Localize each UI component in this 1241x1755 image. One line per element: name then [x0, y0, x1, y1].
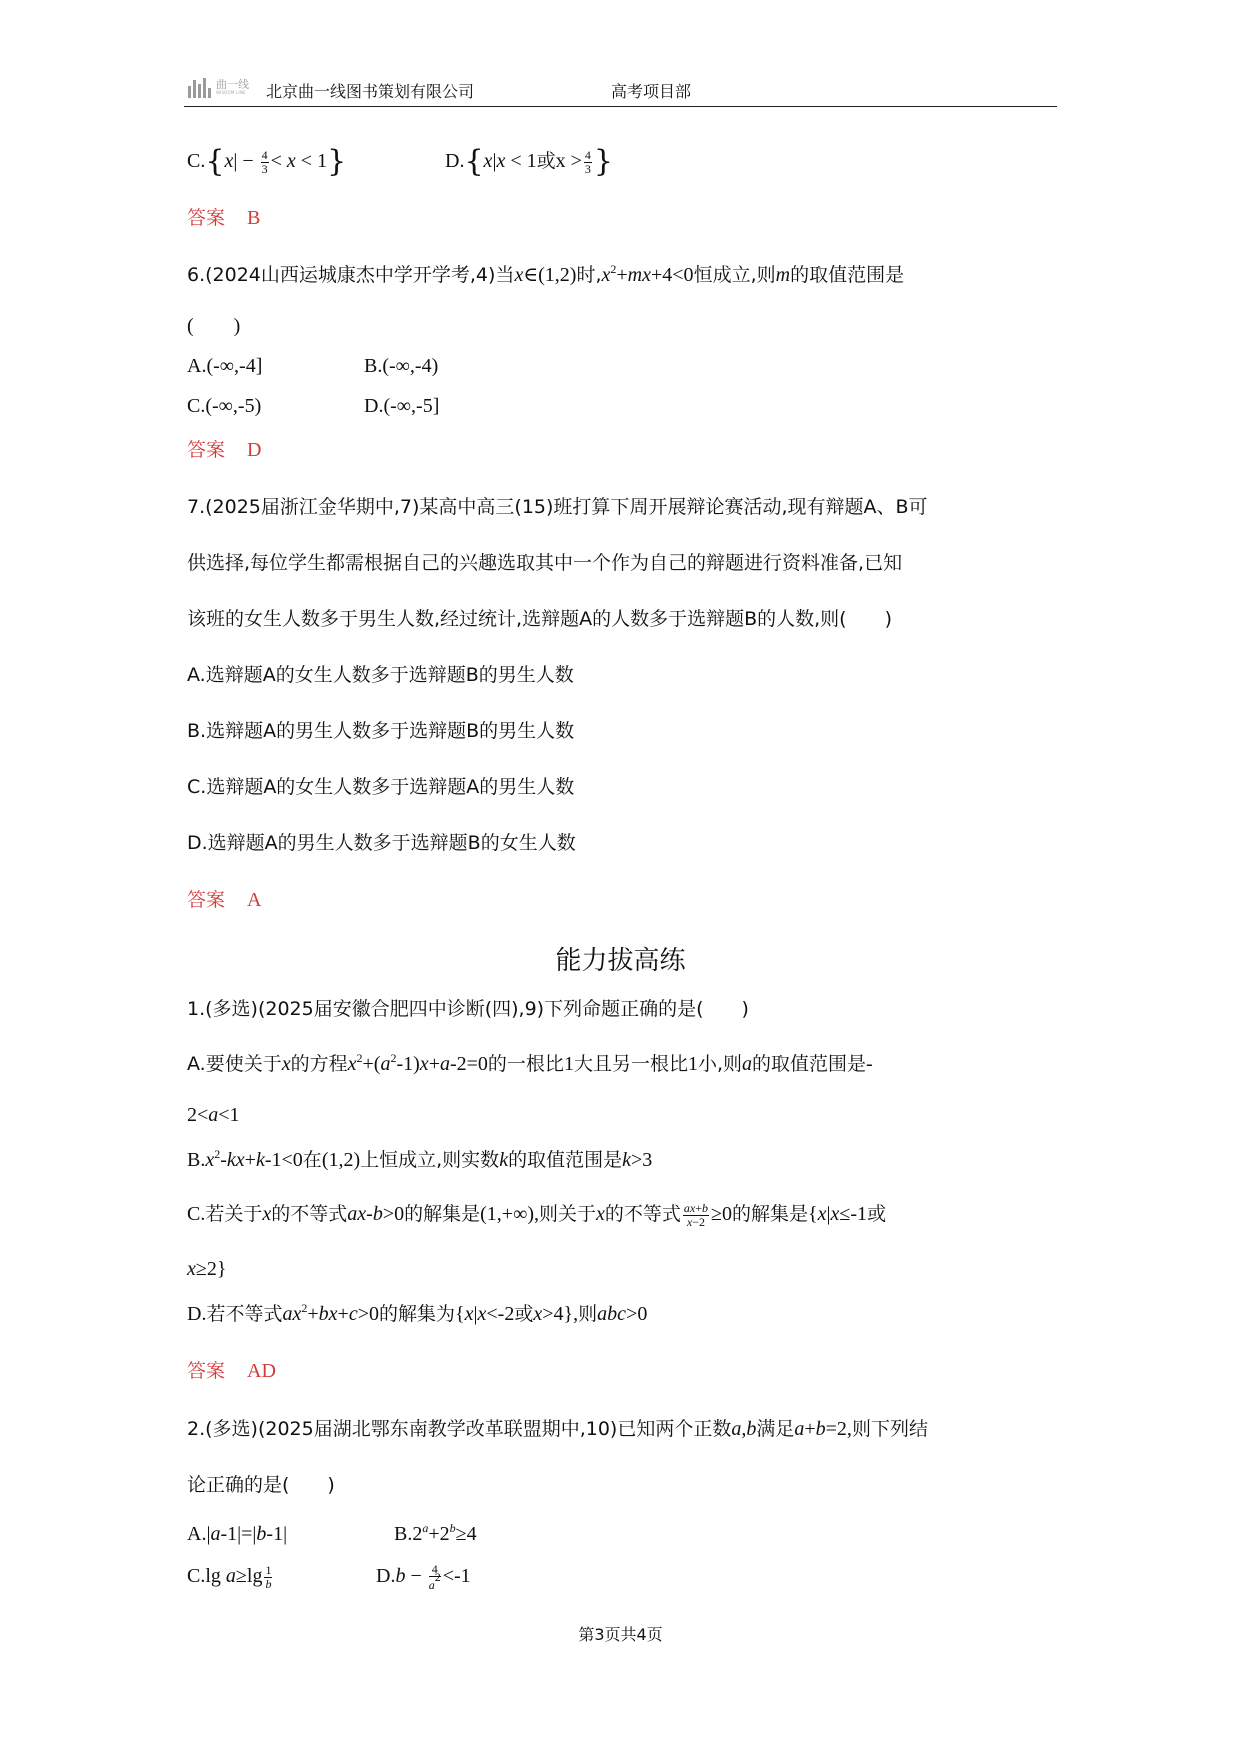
department-name: 高考项目部 — [611, 82, 692, 101]
q5-answer — [187, 205, 260, 231]
option-text: (-∞,-4) — [382, 355, 439, 377]
p2-option-d: D.b − $\frac{4}{a^2}$ <-1 — [376, 1562, 471, 1592]
q5-option-d: D.{x|x < 1或x > $\frac{4}{3}$ } — [445, 144, 614, 179]
logo-subtext: WISDOM LINE — [216, 90, 246, 95]
q6-answer — [187, 437, 261, 463]
answer-value: A — [247, 889, 262, 911]
section-title: 能力拔高练 — [555, 946, 686, 976]
p1-option-b: $B.x^2-kx+k-1<0$在(1,2)上恒成立,则实数k的取值范围是k>3 — [187, 1147, 653, 1171]
option-text: 选辩题A的女生人数多于选辩题B的男生人数 — [205, 664, 574, 686]
option-label: A. — [187, 355, 207, 377]
option-label: C. — [187, 395, 206, 417]
q7-option-d — [187, 830, 576, 856]
q6-option-a — [187, 353, 262, 379]
q7-stem-line-2: 供选择,每位学生都需根据自己的兴趣选取其中一个作为自己的辩题进行资料准备,已知 — [187, 552, 903, 574]
p2-stem-line-2: 论正确的是( ) — [187, 1474, 335, 1496]
answer-value: D — [247, 439, 262, 461]
q6-option-b — [364, 353, 438, 379]
option-text: (-∞,-4] — [206, 355, 263, 377]
q7-stem-line-1: 7.(2025届浙江金华期中,7)某高中高三(15)班打算下周开展辩论赛活动,现有辩题A、B可 — [187, 496, 928, 518]
fraction: $\frac{4}{3}$ — [261, 147, 268, 176]
q6-paren: ( ) — [187, 315, 241, 337]
answer-label: 答案 — [187, 207, 226, 229]
fraction: $\frac{4}{a^2}$ — [428, 1562, 441, 1592]
p1-option-d: D.若不等式$ax^2+bx+c>0$的解集为{x|x<-2或x>4},则abc>0 — [187, 1301, 648, 1325]
option-text: 选辩题A的女生人数多于选辩题A的男生人数 — [206, 776, 575, 798]
q6-option-d — [364, 393, 439, 419]
answer-label: 答案 — [187, 439, 226, 461]
p2-option-b: $B.2^a+2^b\ge 4$ — [394, 1521, 477, 1545]
option-label: B. — [364, 355, 383, 377]
option-text: (-∞,-5] — [383, 395, 440, 417]
page-indicator: 第3页共4页 — [578, 1625, 663, 1644]
option-label: D. — [364, 395, 384, 417]
q6-option-c — [187, 393, 261, 419]
company-name: 北京曲一线图书策划有限公司 — [266, 82, 475, 101]
p2-option-c: C.lg a≥lg $\frac{1}{b}$ — [187, 1562, 272, 1591]
option-label: D. — [187, 832, 208, 854]
answer-value: B — [247, 207, 261, 229]
q6-stem: 6.(2024山西运城康杰中学开学考,4)当x∈(1,2)时$,x^2+mx+4<0$恒成立,则m的取值范围是 — [187, 262, 905, 286]
page-header — [184, 76, 1057, 107]
fraction: $\frac{ax+b}{x-2}$ — [683, 1200, 709, 1229]
p1-answer — [187, 1358, 276, 1384]
p1-option-c-line-1: C.若关于x的不等式ax-b>0的解集是(1,+∞),则关于x的不等式 $\frac{ax+b}{x-2}$ ≥0的解集是{x|x≤-1或 — [187, 1200, 887, 1229]
p1-option-a-line-1: A.要使关于x的方程$x^2+(a^2-1)x+a-2=0$的一根比1大且另一根比1小,则a的取值范围是- — [187, 1051, 873, 1075]
p2-option-a: A.|a-1|=|b-1| — [187, 1523, 288, 1545]
option-label: A. — [187, 664, 206, 686]
q5-option-c: C.{x| − $\frac{4}{3}$ < x < 1} — [187, 144, 347, 179]
option-text: 选辩题A的男生人数多于选辩题B的男生人数 — [206, 720, 575, 742]
answer-value: AD — [247, 1360, 276, 1382]
q7-stem-line-3: 该班的女生人数多于男生人数,经过统计,选辩题A的人数多于选辩题B的人数,则( ) — [187, 608, 892, 630]
publisher-logo — [188, 76, 252, 100]
option-label: C. — [187, 776, 207, 798]
fraction: $\frac{4}{3}$ — [584, 147, 591, 176]
q7-option-c — [187, 774, 574, 800]
logo-bars-icon — [188, 78, 214, 98]
p1-option-a-line-2: 2<a<1 — [187, 1104, 240, 1126]
option-text: (-∞,-5) — [205, 395, 262, 417]
q7-answer — [187, 887, 261, 913]
option-label: D. — [445, 150, 465, 172]
option-label: B. — [187, 720, 207, 742]
q7-option-b — [187, 718, 574, 744]
logo-text: 曲一线 — [216, 78, 249, 91]
p1-stem: 1.(多选)(2025届安徽合肥四中诊断(四),9)下列命题正确的是( ) — [187, 998, 749, 1020]
answer-label: 答案 — [187, 889, 226, 911]
option-label: C. — [187, 150, 206, 172]
p1-option-c-line-2: x≥2} — [187, 1258, 227, 1280]
option-text: 选辩题A的男生人数多于选辩题B的女生人数 — [207, 832, 576, 854]
answer-label: 答案 — [187, 1360, 226, 1382]
q7-option-a — [187, 662, 574, 688]
p2-stem-line-1: 2.(多选)(2025届湖北鄂东南教学改革联盟期中,10)已知两个正数a,b满足a+b=2,则下列结 — [187, 1418, 928, 1440]
fraction: $\frac{1}{b}$ — [265, 1562, 272, 1591]
